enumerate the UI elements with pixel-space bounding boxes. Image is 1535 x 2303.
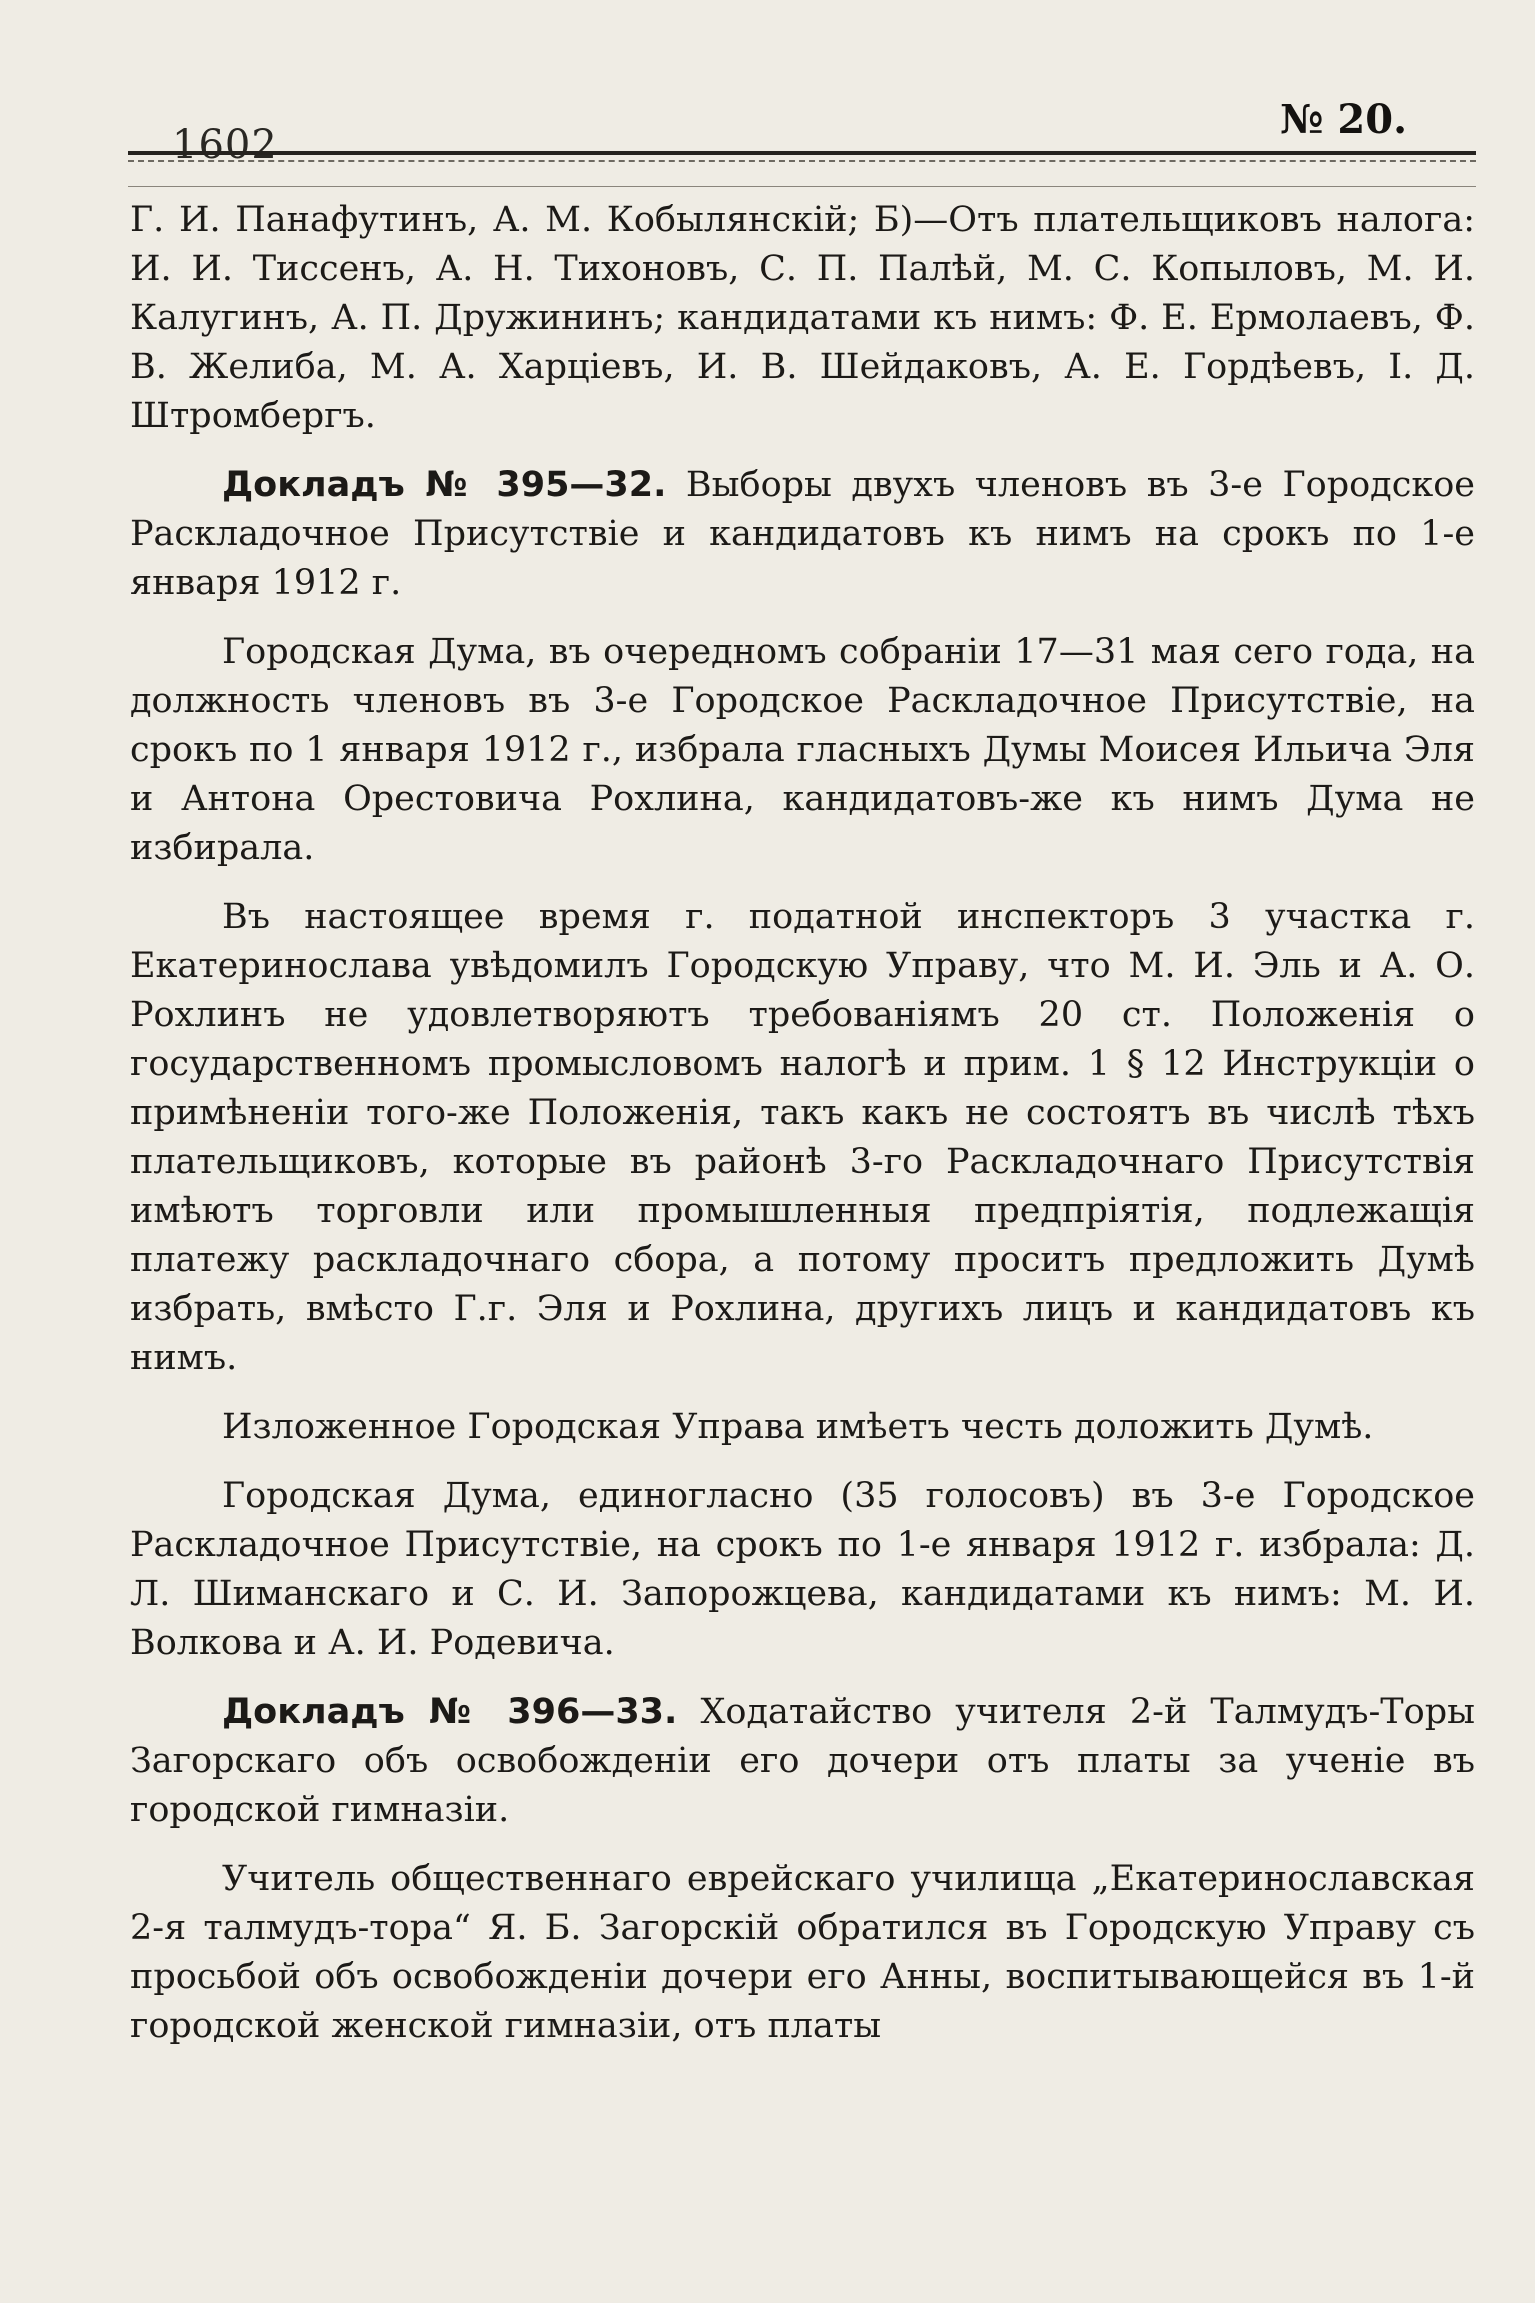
paragraph-duma-decision: Городская Дума, единогласно (35 голосовъ) въ 3-е Городское Раскладочное Присутствіе, на срокъ по 1-е января 1912 г. избрала: Д. Л. Шиманскаго и С. И. Запорожцева, кандидатами къ нимъ: М. И. Волкова и А. И. Родевича. [130,1476,1475,1663]
page-number: 1602 [172,122,278,168]
issue-number: № 20. [1280,96,1407,143]
page-header [0,0,1535,190]
report-395-subject: Выборы двухъ членовъ въ 3-е Городское Раскладочное Присутствіе и кандидатовъ къ нимъ на срокъ по 1-е января 1912 г. [130,465,1475,603]
paragraph-tax-inspector: Въ настоящее время г. податной инспекторъ 3 участка г. Екатеринослава увѣдомилъ Городскую Управу, что М. И. Эль и А. О. Рохлинъ не удовлетворяютъ требованіямъ 20 ст. Положенія о государственномъ промысловомъ налогѣ и прим. 1 § 12 Инструкціи о примѣненіи того-же Положенія, такъ какъ не состоятъ въ числѣ тѣхъ плательщиковъ, которые въ районѣ 3-го Раскладочнаго Присутствія имѣютъ торговли или промышленныя предпріятія, подлежащія платежу раскладочнаго сбора, а потому проситъ предложить Думѣ избрать, вмѣсто Г.г. Эля и Рохлина, другихъ лицъ и кандидатовъ къ нимъ. [130,897,1475,1378]
header-thin-rule [128,186,1476,187]
report-395-title [130,461,1475,608]
page-body [130,196,1475,2071]
header-wavy-rule [128,160,1476,162]
report-396-title [130,1688,1475,1835]
paragraph-teacher-request: Учитель общественнаго еврейскаго училища „Екатеринославская 2-я талмудъ-тора“ Я. Б. Загорскій обратился въ Городскую Управу съ просьбой объ освобожденіи дочери его Анны, воспитывающейся въ 1-й городской женской гимназіи, отъ платы [130,1859,1475,2046]
header-rule [128,151,1476,155]
report-396-subject: Ходатайство учителя 2-й Талмудъ-Торы Загорскаго объ освобожденіи его дочери отъ платы за ученіе въ городской гимназіи. [130,1692,1475,1830]
report-395-heading: Докладъ № 395—32. [222,465,667,505]
report-396-heading: Докладъ № 396—33. [222,1692,678,1732]
paragraph-candidates-list: Г. И. Панафутинъ, А. М. Кобылянскій; Б)—Отъ плательщиковъ налога: И. И. Тиссенъ, А. Н. Тихоновъ, С. П. Палѣй, М. С. Копыловъ, М. И. Калугинъ, А. П. Дружининъ; кандидатами къ нимъ: Ф. Е. Ермолаевъ, Ф. В. Желиба, М. А. Харціевъ, И. В. Шейдаковъ, А. Е. Гордѣевъ, І. Д. Штромбергъ. [130,200,1475,436]
paragraph-duma-meeting: Городская Дума, въ очередномъ собраніи 17—31 мая сего года, на должность членовъ въ 3-е Городское Раскладочное Присутствіе, на срокъ по 1 января 1912 г., избрала гласныхъ Думы Моисея Ильича Эля и Антона Орестовича Рохлина, кандидатовъ-же къ нимъ Дума не избирала. [130,632,1475,868]
paragraph-uprava-report: Изложенное Городская Управа имѣетъ честь доложить Думѣ. [222,1407,1374,1447]
